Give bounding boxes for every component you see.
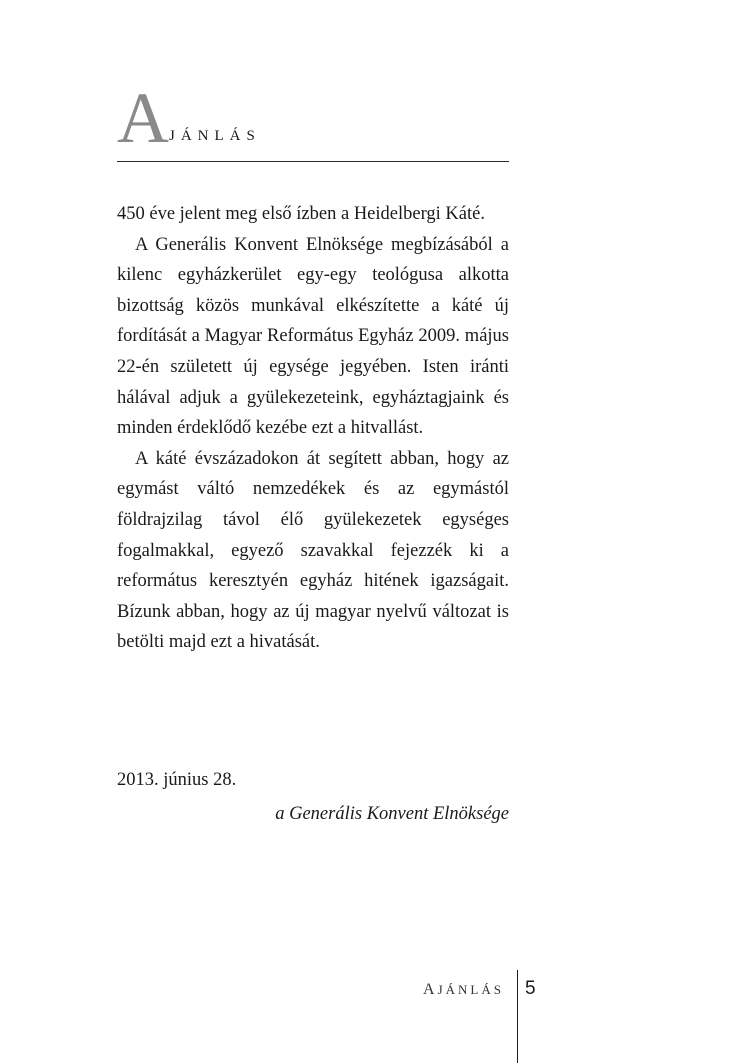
paragraph-2: A Generális Konvent Elnöksége megbízásából a kilenc egyházkerület egy-egy teológusa alkotta bizottság közös munkával elkészítette a káté új fordítását a Magyar Református Egyház 2009. május 22-én született új egysége jegyében. Isten iránti hálával adjuk a gyülekezeteink, egyháztagjaink és minden érdeklődő kezébe ezt a hitvallást. [117,234,509,439]
footer-vertical-rule [517,970,518,1063]
chapter-heading [117,78,509,158]
body-text [117,199,509,658]
paragraph-1: 450 éve jelent meg első ízben a Heidelbergi Káté. [117,204,485,224]
heading-initial-letter: A [117,78,169,158]
footer-title-rest: JÁNLÁS [437,982,504,997]
footer-title-initial: A [423,981,438,998]
date-line: 2013. június 28. [117,770,237,790]
paragraph-3: A káté évszázadokon át segített abban, hogy az egymást váltó nemzedékek és az egymástól földrajzilag távol élő gyülekezetek egységes fogalmakkal, egyező szavakkal fejezzék ki a református keresztyén egyház hitének igazságait. Bízunk abban, hogy az új magyar nyelvű változat is betölti majd ezt a hivatását. [117,448,509,653]
heading-divider [117,161,509,162]
running-footer-title [423,981,504,999]
page-number: 5 [525,978,536,999]
heading-title-rest: JÁNLÁS [169,128,261,144]
signature: a Generális Konvent Elnöksége [275,804,509,824]
